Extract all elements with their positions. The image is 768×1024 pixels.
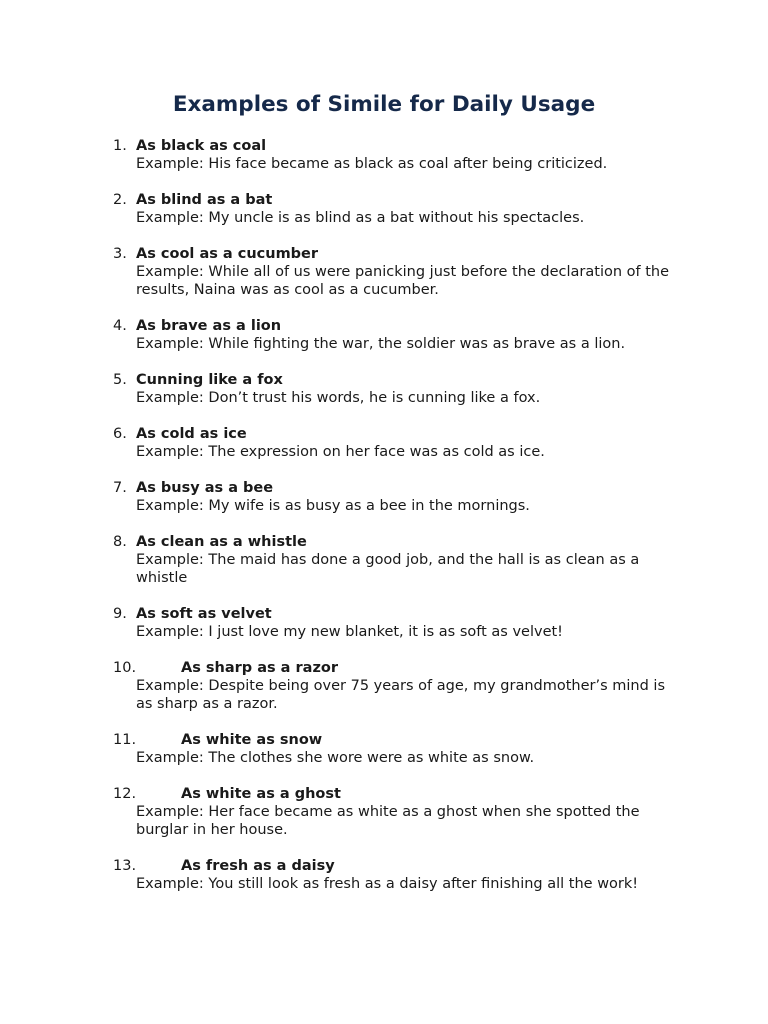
list-item: [0, 137, 768, 173]
item-number: 8.: [113, 534, 127, 550]
page-title: Examples of Simile for Daily Usage: [172, 92, 596, 117]
item-number: 12.: [113, 786, 137, 802]
item-term: As clean as a whistle: [136, 534, 307, 550]
list-item: [0, 533, 768, 587]
item-example: Example: His face became as black as coal after being criticized.: [136, 156, 608, 172]
list-item: [0, 857, 768, 893]
list-item: [0, 731, 768, 767]
item-term: As blind as a bat: [136, 192, 273, 208]
item-term: As brave as a lion: [136, 318, 282, 334]
item-term: Cunning like a fox: [136, 372, 283, 388]
item-example: Example: Despite being over 75 years of age, my grandmother’s mind is as sharp as a razor.: [136, 678, 666, 712]
item-number: 1.: [113, 138, 127, 154]
item-term: As fresh as a daisy: [181, 858, 335, 874]
item-example: Example: While fighting the war, the soldier was as brave as a lion.: [136, 336, 626, 352]
item-example: Example: Don’t trust his words, he is cunning like a fox.: [136, 390, 541, 406]
list-item: [0, 659, 768, 713]
item-example: Example: You still look as fresh as a daisy after finishing all the work!: [136, 876, 639, 892]
item-term: As cold as ice: [136, 426, 247, 442]
item-example: Example: The expression on her face was as cold as ice.: [136, 444, 545, 460]
item-example: Example: My uncle is as blind as a bat without his spectacles.: [136, 210, 585, 226]
item-number: 6.: [113, 426, 127, 442]
list-item: [0, 425, 768, 461]
item-number: 9.: [113, 606, 127, 622]
item-term: As black as coal: [136, 138, 267, 154]
item-number: 13.: [113, 858, 137, 874]
item-number: 10.: [113, 660, 137, 676]
list-item: [0, 785, 768, 839]
item-example: Example: My wife is as busy as a bee in the mornings.: [136, 498, 530, 514]
item-example: Example: The clothes she wore were as white as snow.: [136, 750, 535, 766]
item-example: Example: While all of us were panicking just before the declaration of the results, Naina was as cool as a cucumber.: [136, 264, 670, 298]
item-number: 3.: [113, 246, 127, 262]
item-number: 2.: [113, 192, 127, 208]
list-item: [0, 605, 768, 641]
item-term: As busy as a bee: [136, 480, 274, 496]
list-item: [0, 317, 768, 353]
item-term: As white as a ghost: [181, 786, 341, 802]
item-example: Example: I just love my new blanket, it is as soft as velvet!: [136, 624, 563, 640]
item-number: 7.: [113, 480, 127, 496]
list-item: [0, 191, 768, 227]
item-number: 5.: [113, 372, 127, 388]
item-number: 4.: [113, 318, 127, 334]
list-item: [0, 245, 768, 299]
item-number: 11.: [113, 732, 137, 748]
item-example: Example: Her face became as white as a ghost when she spotted the burglar in her house.: [136, 804, 640, 838]
simile-list: [0, 137, 768, 911]
item-example: Example: The maid has done a good job, and the hall is as clean as a whistle: [136, 552, 640, 586]
item-term: As soft as velvet: [136, 606, 272, 622]
item-term: As sharp as a razor: [181, 660, 339, 676]
item-term: As cool as a cucumber: [136, 246, 319, 262]
list-item: [0, 371, 768, 407]
item-term: As white as snow: [181, 732, 323, 748]
list-item: [0, 479, 768, 515]
